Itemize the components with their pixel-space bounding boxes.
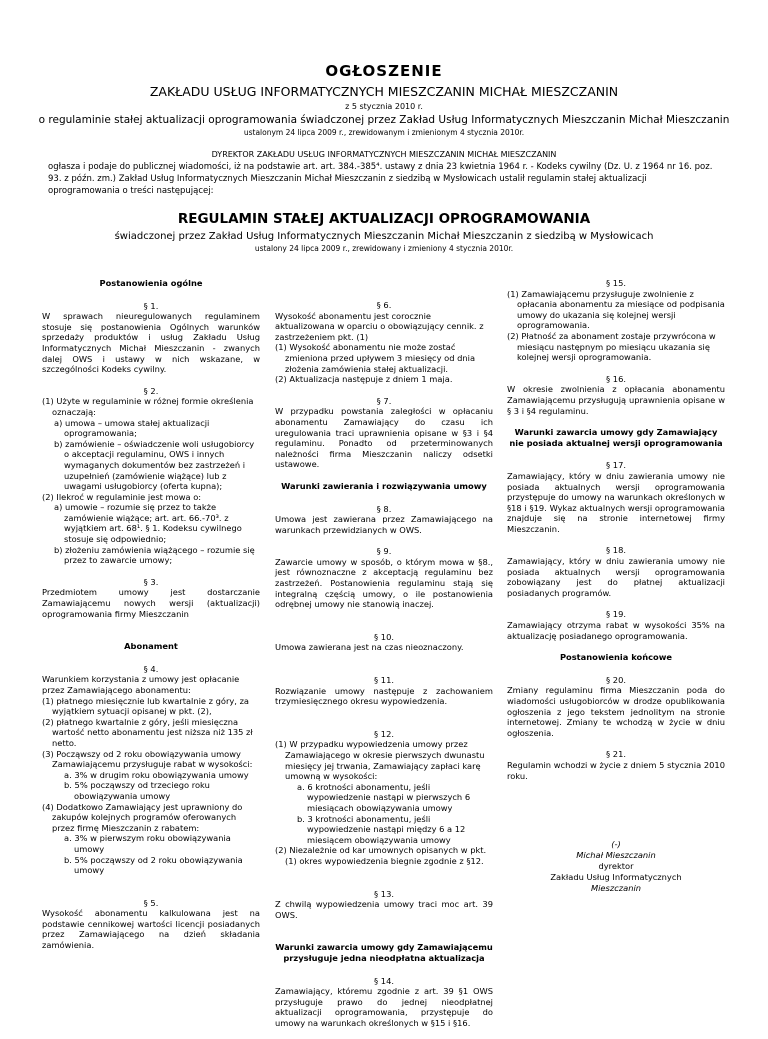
paragraph-text: Warunkiem korzystania z umowy jest opłacanie przez Zamawiającego abonamentu: xyxy=(42,674,240,695)
paragraph-number: § 14. xyxy=(374,975,394,986)
paragraph-text: Zmiany regulaminu firma Mieszczanin poda do wiadomości usługobiorców w drodze opublikowania ogłoszenia z jego tekstem jednolitym na stronie internetowej. Zmiany te wchodzą w życie w dniu ogłoszenia. xyxy=(507,685,725,738)
section-heading: Warunki zawarcia umowy gdy Zamawiającemu przysługuje jedna nieodpłatna aktualizacja xyxy=(275,942,493,963)
regulation-who: świadczonej przez Zakład Usług Informatycznych Mieszczanin Michał Mieszczanin z siedzibą w Mysłowicach xyxy=(114,231,654,242)
paragraph-text: Zawarcie umowy w sposób, o którym mowa w §8., jest równoznaczne z akceptacją regulaminu bez zastrzeżeń. Postanowienia regulaminu stają się integralną częścią umowy, o ile postanowienia odrębnej umowy nie stanowią inaczej. xyxy=(275,556,493,610)
paragraph-text: W przypadku powstania zaległości w opłacaniu abonamentu Zamawiający do czasu ich uregulowania traci uprawnienia opisane w §3 i §4 regulaminu. Ponadto od przeterminowanych należności firma Mieszczanin naliczy odsetki ustawowe. xyxy=(275,406,493,470)
list-item: (1) Zamawiającemu przysługuje zwolnienie z opłacania abonamentu za miesiące od podpisania umowy do ukazania się kolejnej wersji oprogramowania. xyxy=(507,288,725,331)
announcement-about-sub: ustalonym 24 lipca 2009 r., zrewidowanym i zmienionym 4 stycznia 2010r. xyxy=(243,128,525,137)
paragraph-text: Wysokość abonamentu jest corocznie aktualizowana w oparciu o obowiązujący cennik. z zastrzeżeniem pkt. (1) xyxy=(275,310,484,342)
paragraph-number: § 19. xyxy=(606,609,626,620)
list-item: (1) płatnego miesięcznie lub kwartalnie z góry, za wyjątkiem sytuacji opisanej w pkt. (2), xyxy=(42,695,250,717)
paragraph-number: § 4. xyxy=(143,663,159,674)
list-item: (2) Niezależnie od kar umownych opisanych w pkt. (1) okres wypowiedzenia biegnie zgodnie z §12. xyxy=(275,845,487,866)
list-item: (1) W przypadku wypowiedzenia umowy przez Zamawiającego w okresie pierwszych dwunastu miesięcy jej trwania, Zamawiający zapłaci karę umowną w wysokości: xyxy=(275,739,485,782)
paragraph-number: § 2. xyxy=(143,385,159,396)
paragraph-number: § 11. xyxy=(374,675,394,686)
list-item: a) umowa – umowa stałej aktualizacji oprogramowania; xyxy=(54,417,210,439)
paragraph-number: § 1. xyxy=(143,300,159,311)
list-item: (2) Aktualizacja następuje z dniem 1 maja. xyxy=(275,374,453,385)
paragraph-number: § 13. xyxy=(374,888,394,899)
paragraph-text: W okresie zwolnienia z opłacania abonamentu Zamawiającemu przysługują uprawnienia opisane w § 3 i §4 regulaminu. xyxy=(507,384,725,416)
paragraph-text: Regulamin wchodzi w życie z dniem 5 stycznia 2010 roku. xyxy=(507,759,725,781)
list-item: a. 6 krotności abonamentu, jeśli wypowiedzenie nastąpi w pierwszych 6 miesiącach obowiązywania umowy xyxy=(297,781,471,813)
paragraph-text: Rozwiązanie umowy następuje z zachowaniem trzymiesięcznego okresu wypowiedzenia. xyxy=(275,685,493,707)
list-item: b. 3 krotności abonamentu, jeśli wypowiedzenie nastąpi między 6 a 12 miesiącem obowiązywania umowy xyxy=(297,813,466,845)
paragraph-text: Z chwilą wypowiedzenia umowy traci moc art. 39 OWS. xyxy=(275,899,493,920)
paragraph-number: § 17. xyxy=(606,460,626,471)
paragraph-text: Zamawiający, który w dniu zawierania umowy nie posiada aktualnych wersji oprogramowania zobowiązany jest do płatnej aktualizacji posiadanych programów. xyxy=(507,556,725,598)
list-item: (3) Począwszy od 2 roku obowiązywania umowy Zamawiającemu przysługuje rabat w wysokości: xyxy=(42,748,253,770)
section-heading: Abonament xyxy=(124,641,178,652)
section-heading: Postanowienia końcowe xyxy=(559,652,673,663)
announcement-title: OGŁOSZENIE xyxy=(325,62,443,80)
paragraph-text: Wysokość abonamentu kalkulowana jest na podstawie cennikowej wartości licencji posiadanych przez Zamawiającego na dzień składania zamówienia. xyxy=(42,908,260,951)
signature-company: Zakładu Usług Informatycznych xyxy=(550,872,682,883)
list-item: a. 3% w drugim roku obowiązywania umowy xyxy=(64,769,249,780)
intro-block xyxy=(48,149,720,197)
signature-role: dyrektor xyxy=(598,861,634,872)
list-item: b. 5% począwszy od trzeciego roku obowiązywania umowy xyxy=(64,780,210,801)
company-name: ZAKŁADU USŁUG INFORMATYCZNYCH MIESZCZANIN MICHAŁ MIESZCZANIN xyxy=(149,84,619,99)
column-2 xyxy=(275,278,493,1039)
list-item: (2) Ilekroć w regulaminie jest mowa o: xyxy=(42,491,202,502)
signature-block xyxy=(507,839,725,894)
announcement-date: z 5 stycznia 2010 r. xyxy=(345,102,423,111)
paragraph-number: § 21. xyxy=(606,749,626,760)
paragraph-number: § 15. xyxy=(606,278,626,288)
section-heading: Warunki zawierania i rozwiązywania umowy xyxy=(281,480,487,491)
list-item: (1) Wysokość abonamentu nie może zostać zmieniona przed upływem 3 miesięcy od dnia złożenia zamówienia stałej aktualizacji. xyxy=(275,342,476,374)
intro-head: DYREKTOR ZAKŁADU USŁUG INFORMATYCZNYCH MIESZCZANIN MICHAŁ MIESZCZANIN xyxy=(211,150,557,159)
paragraph-number: § 12. xyxy=(374,728,394,739)
paragraph-text: Zamawiający otrzyma rabat w wysokości 35% na aktualizację posiadanego oprogramowania. xyxy=(507,620,725,641)
paragraph-number: § 3. xyxy=(143,576,159,587)
list-item: b. 5% począwszy od 2 roku obowiązywania umowy xyxy=(64,854,243,876)
paragraph-number: § 18. xyxy=(606,545,626,556)
announcement-about: o regulaminie stałej aktualizacji oprogramowania świadczonej przez Zakład Usług Informatycznych Mieszczanin Michał Mieszczanin xyxy=(38,114,730,126)
paragraph-text: Zamawiający, który w dniu zawierania umowy nie posiada aktualnych wersji oprogramowania przystępuje do umowy na warunkach określonych w §18 i §19. Wykaz aktualnych wersji oprogramowania znajduje się na stronie internetowej firmy Mieszczanin. xyxy=(507,470,725,534)
regulation-who-sub: ustalony 24 lipca 2009 r., zrewidowany i zmieniony 4 stycznia 2010r. xyxy=(254,244,514,253)
paragraph-number: § 16. xyxy=(606,373,626,384)
signature-name: Michał Mieszczanin xyxy=(576,850,656,861)
signature-company-name: Mieszczanin xyxy=(590,883,642,894)
section-heading: Postanowienia ogólne xyxy=(99,278,203,288)
paragraph-text: Umowa jest zawierana przez Zamawiającego na warunkach przewidzianych w OWS. xyxy=(275,514,493,535)
list-item: (4) Dodatkowo Zamawiający jest uprawniony do zakupów kolejnych programów oferowanych przez firmę Mieszczanin z rabatem: xyxy=(42,801,243,833)
paragraph-number: § 10. xyxy=(374,631,394,642)
list-item: (2) płatnego kwartalnie z góry, jeśli miesięczna wartość netto abonamentu jest niższa niż 135 zł netto. xyxy=(42,716,253,748)
list-item: a. 3% w pierwszym roku obowiązywania umowy xyxy=(64,833,231,854)
paragraph-number: § 8. xyxy=(376,503,392,514)
paragraph-text: Umowa zawierana jest na czas nieoznaczony. xyxy=(275,642,464,653)
section-heading: Warunki zawarcia umowy gdy Zamawiający nie posiada aktualnej wersji oprogramowania xyxy=(509,427,723,448)
paragraph-text: Przedmiotem umowy jest dostarczanie Zamawiającemu nowych wersji (aktualizacji) oprogramowania firmy Mieszczanin xyxy=(42,587,260,619)
paragraph-text: W sprawach nieuregulowanych regulaminem stosuje się postanowienia Ogólnych warunków sprzedaży produktów i usług Zakładu Usług Informatycznych Michał Mieszczanin - zwanych dalej OWS i ustawy w nich wskazane, w szczególności Kodeks cywilny. xyxy=(42,311,260,375)
paragraph-number: § 5. xyxy=(143,897,159,908)
list-item: b) złożeniu zamówienia wiążącego – rozumie się przez to zawarcie umowy; xyxy=(54,544,255,566)
paragraph-number: § 7. xyxy=(376,395,392,406)
intro-text: ogłasza i podaje do publicznej wiadomości, iż na podstawie art. art. 384.-385⁴. ustawy z dnia 23 kwietnia 1964 r. - Kodeks cywilny (Dz. U. z 1964 nr 16. poz. 93. z późn. zm.) Zakład Usług Informatycznych Mieszczanin Michał Mieszczanin z siedzibą w Mysłowicach ustalił regulamin stałej aktualizacji oprogramowania o treści następującej: xyxy=(48,162,713,196)
regulation-title: REGULAMIN STAŁEJ AKTUALIZACJI OPROGRAMOWANIA xyxy=(177,211,591,227)
list-item: b) zamówienie – oświadczenie woli usługobiorcy o akceptacji regulaminu, OWS i innych wymaganych dokumentów bez zastrzeżeń i uzupełnień (zamówienie wiążące) lub z uwagami usługobiorcy (oferta kupna); xyxy=(54,438,255,492)
paragraph-number: § 9. xyxy=(376,546,392,557)
paragraph-number: § 6. xyxy=(376,300,392,310)
paragraph-text: Zamawiający, któremu zgodnie z art. 39 §1 OWS przysługuje prawo do jednej nieodpłatnej aktualizacji oprogramowania, przystępuje do umowy na warunkach określonych w §15 i §16. xyxy=(275,986,493,1028)
regulation-body xyxy=(42,278,732,1028)
list-item: (2) Płatność za abonament zostaje przywrócona w miesiącu następnym po miesiącu ukazania się kolejnej wersji oprogramowania. xyxy=(507,330,716,363)
list-item: (1) Użyte w regulaminie w różnej formie określenia oznaczają: xyxy=(42,396,254,417)
column-1 xyxy=(42,278,260,962)
list-item: a) umowie – rozumie się przez to także zamówienie wiążące; art. art. 66.-70³. z wyjątkiem art. 68¹. § 1. Kodeksu cywilnego stosuje się odpowiednio; xyxy=(54,502,242,545)
signature-mark: (-) xyxy=(611,839,621,850)
column-3 xyxy=(507,278,725,894)
paragraph-number: § 20. xyxy=(606,674,626,685)
